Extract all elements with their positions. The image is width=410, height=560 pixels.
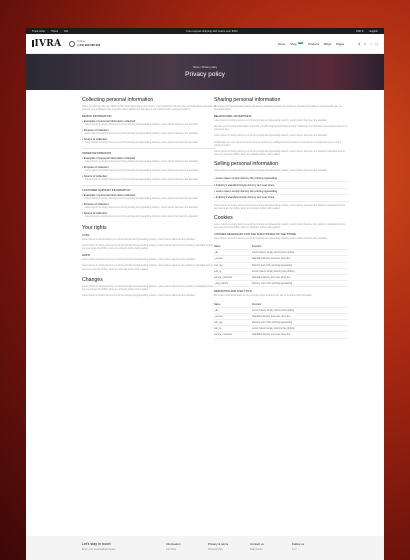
ccpa-text: Lorem Ipsum is simply dummy text of the printing and typesetting industry. Lorem Ipsum has been the standard. xyxy=(82,239,196,242)
browser-page xyxy=(26,28,384,560)
ccpa-label: CCPA xyxy=(82,234,90,238)
reporting-heading: REPORTING AND ANALYTICS xyxy=(214,290,252,294)
order-item-text: Lorem Ipsum is simply dummy text of the printing and typesetting industry. Lorem Ipsum has been the standard. xyxy=(85,170,199,173)
phone-icon xyxy=(69,41,75,47)
footer-newsletter xyxy=(82,542,116,551)
selling-list-item: • Lorem Ipsum simply dummy the printing typesetting xyxy=(214,189,348,195)
footer-col-follow: Follow us f t p i xyxy=(292,542,305,551)
necessary-cookies-table xyxy=(214,244,348,287)
table-row: _secure Standard dummy text ever since the xyxy=(214,256,348,262)
behavioural-text: Lorem Ipsum is simply dummy text of the printing and typesetting industry. Lorem Ipsum has been the standard. xyxy=(214,120,328,123)
device-item-text: Lorem Ipsum is simply dummy text of the printing and typesetting industry. Lorem Ipsum has been the standard. xyxy=(85,142,199,145)
topbar-link-tiktok[interactable]: Tiktok xyxy=(51,29,58,33)
breadcrumb[interactable]: Home / Privacy policy xyxy=(192,66,218,69)
newsletter-heading: Let's stay in touch xyxy=(82,542,111,546)
site-header xyxy=(26,34,384,54)
hotline-label: Hotline xyxy=(77,40,85,44)
gdpr-text: Lorem Ipsum is simply dummy text of the printing and typesetting industry. Lorem Ipsum has been the standard. xyxy=(82,259,196,262)
support-item-text: Lorem Ipsum is simply dummy text of the printing and typesetting industry. Lorem Ipsum has been the standard. xyxy=(85,197,199,200)
selling-list-item: • Industry's standard simply dummy text ever since xyxy=(214,182,348,188)
selling-text-2: Lorem Ipsum is simply dummy text of the printing and typesetting industry. Lorem Ipsum has been the industry's standard dummy text ever since the 1500s, when an unknown printer took a galley. xyxy=(214,204,346,210)
footer-link[interactable]: Our Story xyxy=(166,548,177,551)
nav-products[interactable]: Products xyxy=(308,41,320,46)
behavioural-text: Lorem Ipsum is simply dummy text of the printing and typesetting industry. Lorem Ipsum has been the standard. xyxy=(214,135,328,138)
device-item-label: • Examples of personal information collected: xyxy=(82,120,216,123)
behavioural-text: Lorem Ipsum is simply dummy text of the printing and typesetting industry. Lorem Ipsum has been the industry's standard dummy text ever since the 1500s, when an unknown printer took a galley. xyxy=(214,150,346,156)
order-item-label: • Purpose of collection: xyxy=(82,166,216,169)
left-column xyxy=(82,97,216,301)
cookies-heading: Cookies xyxy=(214,214,233,221)
table-header: Function xyxy=(252,301,348,307)
main-nav xyxy=(278,42,344,46)
language-selector[interactable]: English xyxy=(369,29,378,33)
support-item-label: • Examples of personal information collected: xyxy=(82,194,216,197)
policy-content xyxy=(26,90,384,480)
currency-selector[interactable]: USD $ xyxy=(355,29,364,33)
nav-shop[interactable]: Shop $^{Sale}$ xyxy=(290,41,303,46)
order-item-label: • Examples of personal information collected: xyxy=(82,157,216,160)
behavioural-text: We use your Personal Information to provide you with targeted advertisements or marketing communications we believe may be of interest to you. xyxy=(214,126,347,132)
nav-pages[interactable]: Pages xyxy=(336,41,345,46)
support-item-text: Lorem Ipsum is simply dummy text of the printing and typesetting industry. Lorem Ipsum has been the standard. xyxy=(85,215,199,218)
table-row: cart_ts Lorem Ipsum simply dummy the printing xyxy=(214,268,348,274)
reporting-cookies-table xyxy=(214,301,348,338)
table-row: _orig_referrer Dummy text of the printing typesetting xyxy=(214,281,348,287)
topbar-link-track-order[interactable]: Track order xyxy=(32,29,46,33)
collect-heading: Collecting personal information xyxy=(82,97,154,103)
device-item-label: • Purpose of collection: xyxy=(82,129,216,132)
behavioural-text: Additionally, you can opt out of some of these services by visiting the opt-out portal. Lorem Ipsum is simply dummy text of the printing industry. xyxy=(214,141,341,147)
table-row: cart_ts Lorem Ipsum simply dummy the printing xyxy=(214,326,348,332)
topbar-promo: Free express shipping with orders over $150 xyxy=(186,29,238,33)
site-footer xyxy=(26,536,384,560)
hotline xyxy=(69,40,100,47)
device-item-label: • Source of collection: xyxy=(82,138,216,141)
order-item-text: Lorem Ipsum is simply dummy text of the printing and typesetting industry. Lorem Ipsum has been the standard. xyxy=(85,179,199,182)
table-row: _ab Lorem Ipsum simply dummy the printing xyxy=(214,307,348,313)
selling-list-item: • Lorem Ipsum simply dummy the printing typesetting xyxy=(214,176,348,182)
nav-home[interactable]: Home xyxy=(277,41,286,46)
hotline-number[interactable]: (+01) 000 000 000 xyxy=(77,42,101,47)
footer-col-contact: Contact us Help Center xyxy=(250,542,264,551)
table-row: secure_customer Standard dummy text ever since the xyxy=(214,274,348,280)
necessary-text: Lorem Ipsum is simply dummy text of the printing and typesetting industry. Lorem Ipsum has been the standard. xyxy=(214,237,328,240)
selling-heading: Selling personal information xyxy=(214,160,279,167)
topbar-link-gift[interactable]: Gift xyxy=(64,29,69,33)
table-header: Function xyxy=(252,244,348,250)
order-item-text: Lorem Ipsum is simply dummy text of the printing and typesetting industry. Lorem Ipsum has been the standard. xyxy=(85,160,199,163)
changes-text-2: Lorem Ipsum is simply dummy text of the printing and typesetting industry. Lorem Ipsum has been the standard. xyxy=(82,294,196,297)
behavioural-heading: BEHAVIOURAL ADVERTISING xyxy=(214,115,252,119)
sharing-heading: Sharing personal information xyxy=(214,97,281,103)
support-item-label: • Purpose of collection: xyxy=(82,203,216,206)
collect-intro: When you visit the Site, we collect certain information about your device, your interaction with the Site, and information necessary to process your purchases. We may also collect additional information if you contact us for customer support. xyxy=(82,106,216,112)
support-item-text: Lorem Ipsum is simply dummy text of the printing and typesetting industry. Lorem Ipsum has been the standard. xyxy=(85,206,199,209)
cart-icon[interactable]: ▢ xyxy=(375,41,378,46)
cookies-text: Lorem Ipsum is simply dummy text of the printing and typesetting industry. Lorem Ipsum has been the industry's standard dummy text ever since the 1500s, when an unknown printer took a galley. xyxy=(214,223,346,229)
necessary-heading: COOKIES NECESSARY FOR THE FUNCTIONING OF THE STORE xyxy=(214,232,296,236)
sale-badge: Sale xyxy=(298,41,303,44)
footer-col-privacy: Privacy & terms Privacy Policy xyxy=(208,542,229,551)
device-item-text: Lorem Ipsum is simply dummy text of the printing and typesetting industry. Lorem Ipsum has been the standard. xyxy=(85,133,199,136)
nav-blogs[interactable]: Blogs xyxy=(324,41,332,46)
table-row: secure_customer Standard dummy text ever since the xyxy=(214,332,348,338)
site-logo[interactable]: IVRA xyxy=(32,39,61,49)
right-column xyxy=(214,97,348,342)
gdpr-label: GDPR xyxy=(82,254,90,258)
table-header: Name xyxy=(214,301,252,307)
user-icon[interactable]: ☺ xyxy=(363,41,367,46)
social-icons[interactable]: f t p i xyxy=(292,548,298,551)
footer-col-information: Information Our Story xyxy=(166,542,181,551)
selling-text: Lorem Ipsum is simply dummy text of the printing and typesetting industry. Lorem Ipsum has been the standard. xyxy=(214,169,328,172)
changes-heading: Changes xyxy=(82,276,103,283)
gdpr-text-2: Lorem Ipsum is simply dummy text of the printing and typesetting industry. Lorem Ipsum has been the industry's standard dummy text ever since the 1500s, when an unknown printer took a galley. xyxy=(82,265,214,271)
table-row: _secure Standard dummy text ever since the xyxy=(214,313,348,319)
selling-list-item: • Industry's standard simply dummy text ever since xyxy=(214,195,348,201)
ccpa-text-2: Lorem Ipsum is simply dummy text of the printing and typesetting industry. Lorem Ipsum has been the industry's standard dummy text ever since the 1500s, when an unknown printer took a galley. xyxy=(82,245,214,251)
device-heading: DEVICE INFORMATION xyxy=(82,115,112,119)
table-row: _ab Lorem Ipsum simply dummy the printing xyxy=(214,250,348,256)
page-hero xyxy=(26,54,384,90)
wishlist-icon[interactable]: ♡ xyxy=(369,41,373,46)
changes-text: Lorem Ipsum is simply dummy text of the printing and typesetting industry. Lorem Ipsum has been the industry's standard dummy text ever since the 1500s, when an unknown printer took a galley. xyxy=(82,285,214,291)
support-item-label: • Source of collection: xyxy=(82,212,216,215)
reporting-text: We retain Order Information for our records unless and until you ask us to delete this information. xyxy=(214,295,313,298)
sharing-text: We share your Personal Information with service providers to help us provide our services and fulfill our contracts with you, as described above. xyxy=(214,106,342,112)
footer-link[interactable]: Privacy Policy xyxy=(208,548,223,551)
order-heading: ORDER INFORMATION xyxy=(82,151,112,155)
footer-link[interactable]: Help Center xyxy=(250,548,263,551)
device-item-text: Lorem Ipsum is simply dummy text of the printing and typesetting industry. Lorem Ipsum has been the standard. xyxy=(85,124,199,127)
support-heading: CUSTOMER SUPPORT INFORMATION xyxy=(82,188,131,192)
newsletter-text: Enter your email address below xyxy=(82,548,116,551)
table-row: cart_sig Dummy text of the printing typesetting xyxy=(214,319,348,325)
order-item-label: • Source of collection: xyxy=(82,175,216,178)
page-title: Privacy policy xyxy=(185,71,225,78)
rights-heading: Your rights xyxy=(82,225,107,232)
table-row: cart_sig Dummy text of the printing typesetting xyxy=(214,262,348,268)
table-header: Name xyxy=(214,244,252,250)
search-icon[interactable]: ⚲ xyxy=(358,41,361,46)
